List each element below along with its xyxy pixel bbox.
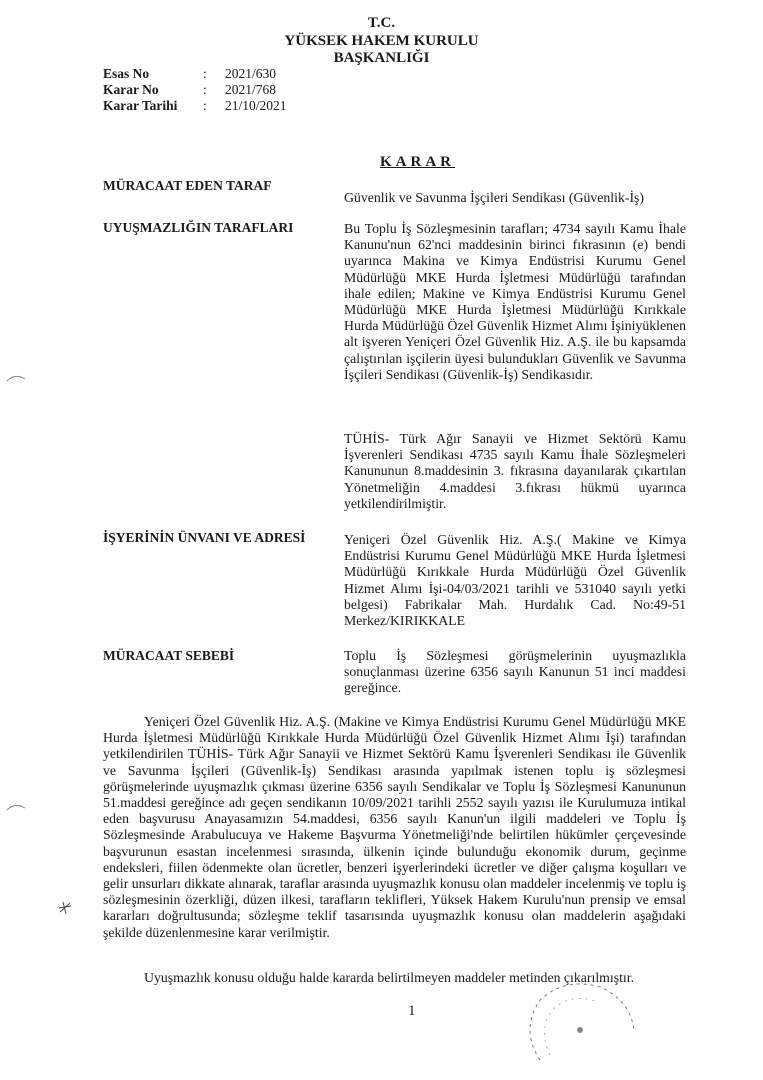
header-presidency: BAŞKANLIĞI [333,50,430,66]
applicant-label: MÜRACAAT EDEN TARAF [103,178,272,193]
meta-sep: : [203,98,207,113]
body-paragraph-2: Uyuşmazlık konusu olduğu halde kararda belirtilmeyen maddeler metinden çıkarılmıştır. [144,970,635,985]
page-number: 1 [408,1003,416,1019]
header-tc: T.C. [367,15,396,31]
meta-value: 21/10/2021 [225,98,287,113]
applicant-text: Güvenlik ve Savunma İşçileri Sendikası (Güvenlik-İş) [344,190,645,205]
meta-row-esas [103,66,287,82]
meta-key: Esas No [103,66,150,81]
meta-value: 2021/768 [225,82,277,97]
workplace-label: İŞYERİNİN ÜNVANI VE ADRESİ [103,530,306,545]
header-institution: YÜKSEK HAKEM KURULU [284,33,479,49]
margin-mark-icon [5,373,27,383]
parties-text-1: Bu Toplu İş Sözleşmesinin tarafları; 4734 sayılı Kamu İhale Kanunu'nun 62'nci maddesinin birinci fıkrasının (e) bendi uyarınca Makina ve Kimya Endüstrisi Kurumu Genel Müdürlüğü MKE Hurda İşletmesi Müdürlüğü tarafından ihale edilen; Makine ve Kimya Endüstrisi Kurumu Genel Müdürlüğü MKE Hurda İşletmesi Müdürlüğü Kırıkkale Hurda Müdürlüğü Özel Güvenlik Hizmet Alımı İşiniyüklenen alt işveren Yeniçeri Özel Güvenlik Hiz. A.Ş. ile bu kapsamda çalıştırılan işçilerin üyesi bulundukları Güvenlik ve Savunma İşçileri Sendikası (Güvenlik-İş) Sendikasıdır. [344,221,686,382]
meta-row-karar [103,82,287,98]
meta-sep: : [203,66,207,81]
margin-mark-icon [5,802,27,812]
parties-label: UYUŞMAZLIĞIN TARAFLARI [103,220,294,235]
meta-value: 2021/630 [225,66,277,81]
parties-text-2: TÜHİS- Türk Ağır Sanayii ve Hizmet Sektörü Kamu İşverenleri Sendikası 4735 sayılı Kamu İhale Sözleşmeleri Kanununun 8.maddesinin 3. fıkrasına dayanılarak çıkartılan Yönetmeliğin 4.maddesi 3.fıkrası hükmü uyarınca yetkilendirilmiştir. [344,431,686,511]
reason-label: MÜRACAAT SEBEBİ [103,648,235,663]
meta-key: Karar No [103,82,159,97]
meta-row-date [103,98,287,114]
meta-key: Karar Tarihi [103,98,178,113]
meta-sep: : [203,82,207,97]
reason-text: Toplu İş Sözleşmesi görüşmelerinin uyuşmazlıkla sonuçlanması üzerine 6356 sayılı Kanunun 51 inci maddesi gereğince. [344,648,686,696]
decision-title: KARAR [380,154,455,170]
case-meta [103,66,287,114]
body-paragraph-1: Yeniçeri Özel Güvenlik Hiz. A.Ş. (Makine ve Kimya Endüstrisi Kurumu Genel Müdürlüğü MKE Hurda İşletmesi Müdürlüğü Kırıkkale Hurda Müdürlüğü Özel Güvenlik Hizmet Alımı İşi) tarafından yetkilendirilen TÜHİS- Türk Ağır Sanayii ve Hizmet Sektörü Kamu İşverenleri Sendikası ile Güvenlik ve Savunma İşçileri (Güvenlik-İş) Sendikası arasında yapılmak istenen toplu iş sözleşmesi görüşmelerinde uyuşmazlık çıkması üzerine 6356 sayılı Sendikalar ve Toplu İş Sözleşmesi Kanununun 51.maddesi gereğince adı geçen sendikanın 10/09/2021 tarihli 2552 sayılı yazısı ile Kurulumuza intikal eden başvurusu Anayasamızın 54.maddesi, 6356 sayılı Kanun'un ilgili maddeleri ve Toplu İş Sözleşmesinde Arabulucuya ve Hakeme Başvurma Yönetmeliği'nde belirtilen hükümler çerçevesinde başvurunun esastan incelenmesi sırasında, ülkenin içinde bulunduğu ekonomik durum, geçinme endeksleri, fiilen ödenmekte olan ücretler, benzeri işyerlerindeki ücretler ve diğer çalışma koşulları ve gelir unsurları dikkate alınarak, taraflar arasında uyuşmazlık konusu olan maddeler incelenmiş ve toplu iş sözleşmesinin özerkliği, düzen ilkesi, tarafların teklifleri, Yüksek Hakem Kurulu'nun prensip ve emsal kararları doğrultusunda; sözleşme teklif tasarısında uyuşmazlık konusu olan maddelerin aşağıdaki şekilde düzenlenmesine karar verilmiştir. [103,714,686,940]
seal-stamp-icon [510,975,640,1070]
margin-cross-mark-icon [57,900,73,916]
workplace-text: Yeniçeri Özel Güvenlik Hiz. A.Ş.( Makine ve Kimya Endüstrisi Kurumu Genel Müdürlüğü MKE Hurda İşletmesi Müdürlüğü Kırıkkale Hurda Müdürlüğü Özel Güvenlik Hizmet Alımı İşi-04/03/2021 tarihli ve 531040 sayılı yetki belgesi) Fabrikalar Mah. Hurdalık Cad. No:49-51 Merkez/KIRIKKALE [344,532,686,629]
